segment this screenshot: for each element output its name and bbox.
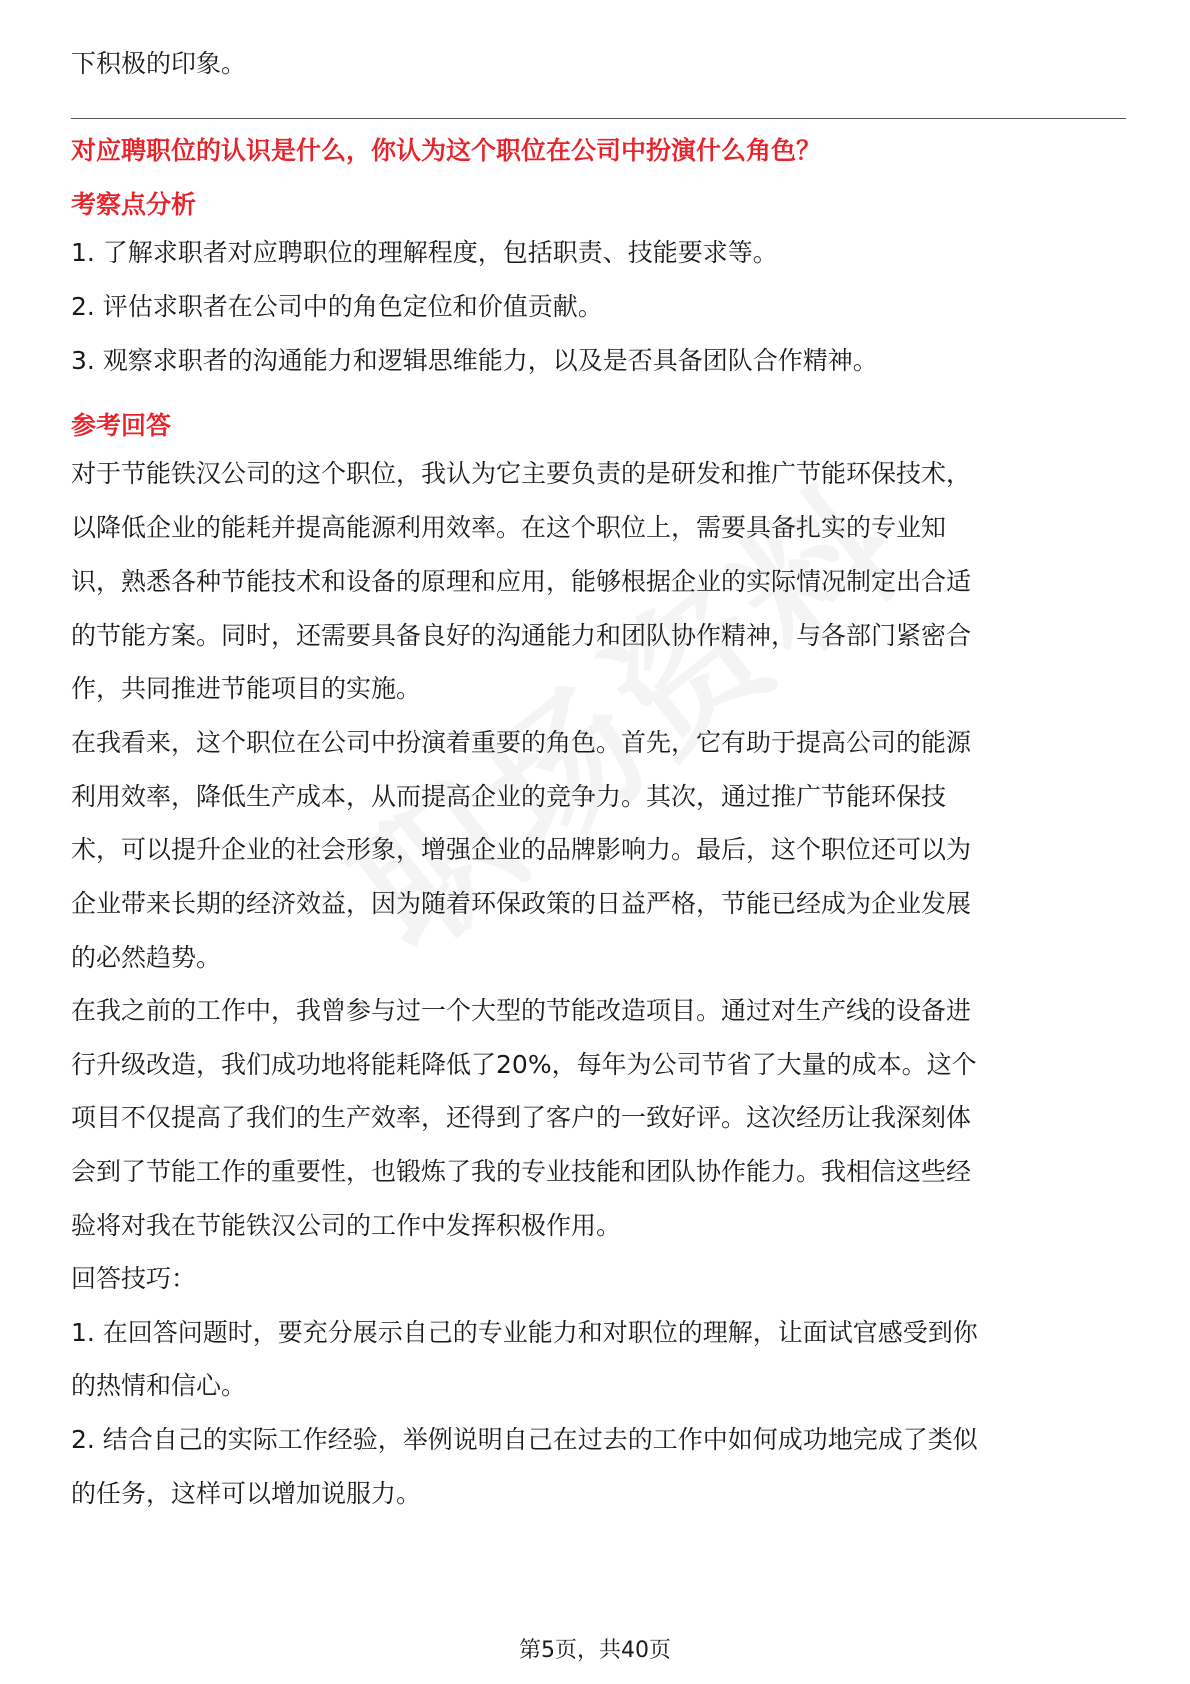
tip-line: 的热情和信心。 [71, 1371, 247, 1400]
answer-line: 对于节能铁汉公司的这个职位，我认为它主要负责的是研发和推广节能环保技术， [71, 459, 972, 488]
answer-line: 会到了节能工作的重要性，也锻炼了我的专业技能和团队协作能力。我相信这些经 [71, 1157, 972, 1186]
answer-line: 作，共同推进节能项目的实施。 [71, 674, 422, 703]
answer-line: 的必然趋势。 [71, 943, 222, 972]
analysis-item: 3. 观察求职者的沟通能力和逻辑思维能力，以及是否具备团队合作精神。 [71, 346, 878, 375]
analysis-item: 1. 了解求职者对应聘职位的理解程度，包括职责、技能要求等。 [71, 238, 778, 267]
tip-line: 2. 结合自己的实际工作经验，举例说明自己在过去的工作中如何成功地完成了类似 [71, 1425, 978, 1454]
watermark [305, 389, 1115, 1151]
answer-line: 验将对我在节能铁汉公司的工作中发挥积极作用。 [71, 1211, 622, 1240]
tips-heading: 回答技巧： [71, 1264, 197, 1293]
answer-line: 识，熟悉各种节能技术和设备的原理和应用，能够根据企业的实际情况制定出合适 [71, 567, 972, 596]
answer-line: 利用效率，降低生产成本，从而提高企业的竞争力。其次，通过推广节能环保技 [71, 782, 947, 811]
answer-line: 在我看来，这个职位在公司中扮演着重要的角色。首先，它有助于提高公司的能源 [71, 728, 972, 757]
answer-line: 行升级改造，我们成功地将能耗降低了20%，每年为公司节省了大量的成本。这个 [71, 1050, 977, 1079]
answer-line: 以降低企业的能耗并提高能源利用效率。在这个职位上，需要具备扎实的专业知 [71, 513, 947, 542]
analysis-heading: 考察点分析 [71, 190, 197, 219]
continuation-text: 下积极的印象。 [71, 49, 247, 78]
answer-line: 的节能方案。同时，还需要具备良好的沟通能力和团队协作精神，与各部门紧密合 [71, 621, 972, 650]
answer-line: 在我之前的工作中，我曾参与过一个大型的节能改造项目。通过对生产线的设备进 [71, 996, 972, 1025]
answer-line: 项目不仅提高了我们的生产效率，还得到了客户的一致好评。这次经历让我深刻体 [71, 1103, 972, 1132]
analysis-item: 2. 评估求职者在公司中的角色定位和价值贡献。 [71, 292, 603, 321]
section-divider [71, 118, 1126, 119]
answer-line: 术，可以提升企业的社会形象，增强企业的品牌影响力。最后，这个职位还可以为 [71, 835, 972, 864]
answer-line: 企业带来长期的经济效益，因为随着环保政策的日益严格，节能已经成为企业发展 [71, 889, 972, 918]
answer-heading: 参考回答 [71, 411, 172, 440]
page-number: 第5页，共40页 [519, 1638, 671, 1663]
question-heading: 对应聘职位的认识是什么，你认为这个职位在公司中扮演什么角色？ [71, 136, 822, 165]
tip-line: 的任务，这样可以增加说服力。 [71, 1479, 422, 1508]
tip-line: 1. 在回答问题时，要充分展示自己的专业能力和对职位的理解，让面试官感受到你 [71, 1318, 978, 1347]
